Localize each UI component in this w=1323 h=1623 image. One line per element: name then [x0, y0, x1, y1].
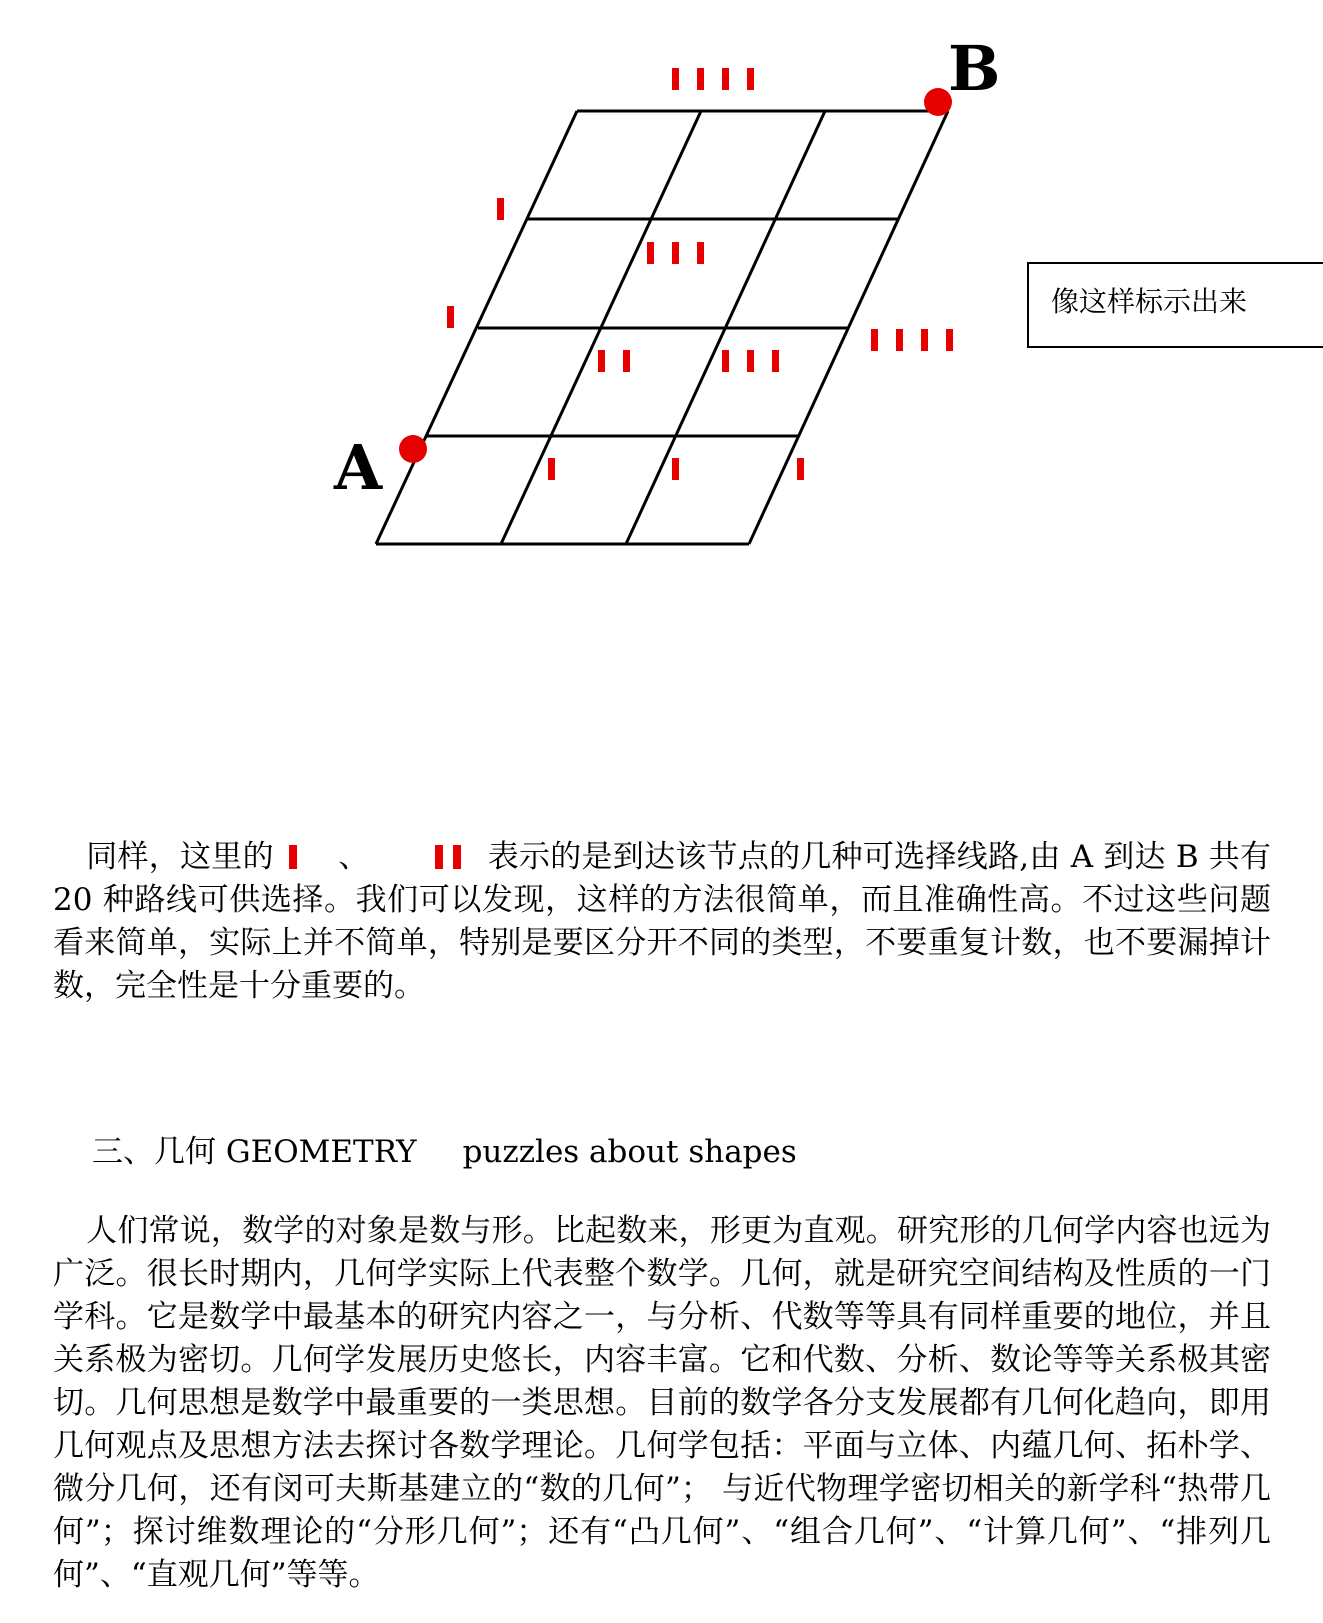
para1-rest: 表示的是到达该节点的几种可选择线路,由 A 到达 B 共有 20 种路线可供选择。我们可以发现，这样的方法很简单，而且准确性高。不过这些问题看来简单，实际上并不简单，特别是要区分开不同的类型，不要重复计数，也不要漏掉计数，完全性是十分重要的。 — [53, 839, 1272, 1004]
para1-lead: 同样，这里的 — [86, 839, 274, 875]
double-tally-mark-2 — [453, 845, 461, 869]
tally-row4-c — [797, 458, 804, 480]
point-b-label: B — [948, 32, 1001, 105]
callout-text: 像这样标示出来 — [1051, 285, 1248, 318]
callout-box — [1027, 262, 1323, 348]
tally-row3-center — [722, 350, 779, 372]
double-tally-mark-1 — [435, 845, 443, 869]
tally-top — [672, 68, 754, 90]
para2-text: 人们常说，数学的对象是数与形。比起数来，形更为直观。研究形的几何学内容也远为广泛。很长时期内，几何学实际上代表整个数学。几何，就是研究空间结构及性质的一门学科。它是数学中最基本的研究内容之一，与分析、代数等等具有同样重要的地位，并且关系极为密切。几何学发展历史悠长，内容丰富。它和代数、分析、数论等等关系极其密切。几何思想是数学中最重要的一类思想。目前的数学各分支发展都有几何化趋向，即用几何观点及思想方法去探讨各数学理论。几何学包括：平面与立体、内蕴几何、拓朴学、微分几何，还有闵可夫斯基建立的“数的几何”； 与近代物理学密切相关的新学科“热带几何”；探讨维数理论的“分形几何”；还有“凸几何”、“组合几何”、“计算几何”、“排列几何”、“直观几何”等等。 — [53, 1213, 1271, 1593]
tally-row3-right — [871, 329, 953, 351]
section-heading — [92, 1126, 797, 1171]
tally-row2-left — [447, 306, 454, 328]
tally-row1-left — [497, 198, 504, 220]
tally-row2-middle — [647, 242, 704, 264]
heading-subtitle: puzzles about shapes — [462, 1134, 797, 1170]
single-tally-mark — [289, 845, 297, 869]
tally-row4-a — [548, 458, 555, 480]
point-a-marker — [399, 435, 427, 463]
parallelogram-grid — [376, 111, 948, 544]
tally-row4-b — [672, 458, 679, 480]
heading-prefix: 三、几何 GEOMETRY — [92, 1134, 417, 1170]
point-a-label: A — [334, 431, 383, 504]
para1-separator: 、 — [337, 839, 370, 875]
paragraph-geometry — [53, 1210, 1271, 1597]
paragraph-path-explanation — [53, 836, 1271, 1008]
tally-row3-middle — [598, 350, 630, 372]
